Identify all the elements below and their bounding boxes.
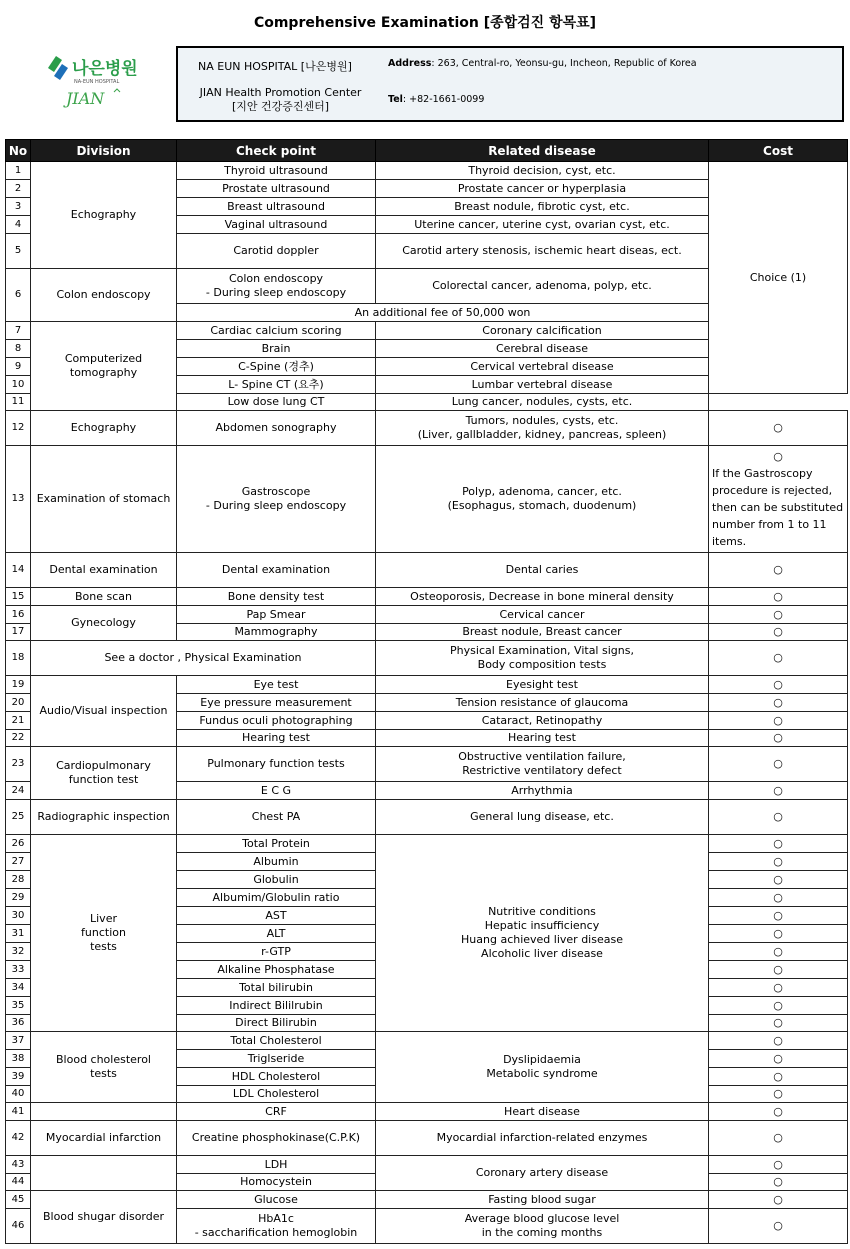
table-cell: Lung cancer, nodules, cysts, etc. [376, 394, 709, 411]
table-cell: 41 [6, 1103, 31, 1121]
table-row [6, 676, 848, 694]
table-cell: Uterine cancer, uterine cyst, ovarian cyst, etc. [376, 216, 709, 234]
table-cell: Echography [31, 411, 177, 446]
table-cell: ○ [709, 1191, 848, 1209]
table-cell: Fasting blood sugar [376, 1191, 709, 1209]
table-cell: C-Spine (경추) [177, 358, 376, 376]
table-cell: Hearing test [177, 730, 376, 747]
table-cell: CRF [177, 1103, 376, 1121]
table-cell: ○ [709, 853, 848, 871]
svg-text:나은병원: 나은병원 [72, 59, 138, 79]
table-cell: Dental caries [376, 553, 709, 588]
table-cell: ○ [709, 641, 848, 676]
table-cell: ○ [709, 1209, 848, 1244]
table-cell: ○ [709, 907, 848, 925]
table-cell: Globulin [177, 871, 376, 889]
table-cell: 37 [6, 1032, 31, 1050]
table-cell: Glucose [177, 1191, 376, 1209]
table-cell: Breast ultrasound [177, 198, 376, 216]
table-cell: ○ [709, 871, 848, 889]
table-cell: 25 [6, 800, 31, 835]
table-cell: ○ [709, 1032, 848, 1050]
table-cell: Radiographic inspection [31, 800, 177, 835]
table-cell: Prostate cancer or hyperplasia [376, 180, 709, 198]
table-cell: ○ [709, 979, 848, 997]
table-cell: 12 [6, 411, 31, 446]
col-check-point: Check point [177, 140, 376, 162]
additional-fee: An additional fee of 50,000 won [177, 304, 709, 322]
table-cell: 6 [6, 269, 31, 322]
promotion-center: JIAN Health Promotion Center [지안 건강증진센터] [199, 86, 362, 113]
table-cell: ○ [709, 694, 848, 712]
table-cell: ○ [709, 1174, 848, 1191]
table-cell: 44 [6, 1174, 31, 1191]
table-cell: Cervical cancer [376, 606, 709, 624]
table-cell: Myocardial infarction-related enzymes [376, 1121, 709, 1156]
table-cell: 4 [6, 216, 31, 234]
table-row [6, 411, 848, 446]
table-cell: Coronary calcification [376, 322, 709, 340]
hospital-info-box [176, 46, 844, 122]
table-cell: Brain [177, 340, 376, 358]
table-cell: 43 [6, 1156, 31, 1174]
table-cell: Vaginal ultrasound [177, 216, 376, 234]
table-cell: Coronary artery disease [376, 1156, 709, 1191]
hospital-logo [42, 50, 154, 110]
table-cell: 2 [6, 180, 31, 198]
table-cell: r-GTP [177, 943, 376, 961]
gastro-note: If the Gastroscopy procedure is rejected, then can be substituted number from 1 to 11 items. [712, 467, 844, 548]
table-cell: 11 [6, 394, 31, 411]
table-row [6, 1191, 848, 1209]
table-cell: Osteoporosis, Decrease in bone mineral density [376, 588, 709, 606]
table-cell: Myocardial infarction [31, 1121, 177, 1156]
table-cell: Polyp, adenoma, cancer, etc. (Esophagus, stomach, duodenum) [376, 446, 709, 553]
table-cell: Albumin [177, 853, 376, 871]
table-cell: Total Protein [177, 835, 376, 853]
table-cell: 39 [6, 1068, 31, 1086]
table-cell: ○ [709, 588, 848, 606]
table-cell: ○ [709, 961, 848, 979]
table-cell: 35 [6, 997, 31, 1015]
table-cell: Blood cholesterol tests [31, 1032, 177, 1103]
table-cell: ○ [709, 997, 848, 1015]
table-cell [31, 1156, 177, 1191]
table-cell: ○ [709, 676, 848, 694]
table-cell: ○ [709, 712, 848, 730]
table-cell: 19 [6, 676, 31, 694]
cost-choice: Choice (1) [709, 162, 848, 394]
table-cell: ○ If the Gastroscopy procedure is rejected, then can be substituted number from 1 to 11 items. [709, 446, 848, 553]
telephone-line: Tel: +82-1661-0099 [388, 94, 485, 105]
table-cell: 45 [6, 1191, 31, 1209]
table-cell: Abdomen sonography [177, 411, 376, 446]
table-cell: ○ [709, 1103, 848, 1121]
table-cell: Cerebral disease [376, 340, 709, 358]
table-cell: Thyroid ultrasound [177, 162, 376, 180]
table-cell: Heart disease [376, 1103, 709, 1121]
table-row [6, 1121, 848, 1156]
table-cell: ○ [709, 624, 848, 641]
table-cell: ○ [709, 1121, 848, 1156]
table-cell: ○ [709, 730, 848, 747]
table-cell: Direct Bilirubin [177, 1015, 376, 1032]
table-cell: See a doctor , Physical Examination [31, 641, 376, 676]
table-cell: Gastroscope - During sleep endoscopy [177, 446, 376, 553]
table-cell: Liver function tests [31, 835, 177, 1032]
table-cell: Carotid doppler [177, 234, 376, 269]
table-cell: Colon endoscopy [31, 269, 177, 322]
table-cell: Fundus oculi photographing [177, 712, 376, 730]
table-cell: Tumors, nodules, cysts, etc. (Liver, gallbladder, kidney, pancreas, spleen) [376, 411, 709, 446]
table-cell: Eye test [177, 676, 376, 694]
table-cell: 17 [6, 624, 31, 641]
table-cell: ○ [709, 411, 848, 446]
table-cell: Cardiopulmonary function test [31, 747, 177, 800]
table-cell: ○ [709, 925, 848, 943]
table-cell: Alkaline Phosphatase [177, 961, 376, 979]
table-row [6, 162, 848, 180]
table-cell: 42 [6, 1121, 31, 1156]
table-cell: Arrhythmia [376, 782, 709, 800]
table-cell: ALT [177, 925, 376, 943]
table-cell: 20 [6, 694, 31, 712]
table-cell: 23 [6, 747, 31, 782]
table-cell: Obstructive ventilation failure, Restrictive ventilatory defect [376, 747, 709, 782]
table-cell: Homocystein [177, 1174, 376, 1191]
table-cell: ○ [709, 553, 848, 588]
table-cell: Colorectal cancer, adenoma, polyp, etc. [376, 269, 709, 304]
table-cell: Tension resistance of glaucoma [376, 694, 709, 712]
table-cell: Blood shugar disorder [31, 1191, 177, 1244]
table-cell: Audio/Visual inspection [31, 676, 177, 747]
table-row [6, 835, 848, 853]
table-cell: L- Spine CT (요추) [177, 376, 376, 394]
table-cell: Low dose lung CT [177, 394, 376, 411]
table-row [6, 641, 848, 676]
table-cell: AST [177, 907, 376, 925]
table-cell: Bone scan [31, 588, 177, 606]
table-cell: 29 [6, 889, 31, 907]
table-cell: Dental examination [31, 553, 177, 588]
table-cell: Hearing test [376, 730, 709, 747]
table-row [6, 800, 848, 835]
table-cell: 27 [6, 853, 31, 871]
svg-text:JIAN: JIAN [66, 89, 105, 108]
page-title: Comprehensive Examination [종합검진 항목표] [253, 15, 597, 31]
table-row [6, 553, 848, 588]
table-cell: Gynecology [31, 606, 177, 641]
table-cell: Nutritive conditions Hepatic insufficiency Huang achieved liver disease Alcoholic liver disease [376, 835, 709, 1032]
table-cell: LDH [177, 1156, 376, 1174]
table-cell: Dental examination [177, 553, 376, 588]
table-cell: ○ [709, 1068, 848, 1086]
table-cell: Pap Smear [177, 606, 376, 624]
table-cell: 21 [6, 712, 31, 730]
table-cell: Carotid artery stenosis, ischemic heart diseas, ect. [376, 234, 709, 269]
table-cell: Pulmonary function tests [177, 747, 376, 782]
table-cell: Creatine phosphokinase(C.P.K) [177, 1121, 376, 1156]
logo-mark-icon [48, 56, 68, 80]
table-cell: ○ [709, 800, 848, 835]
table-cell: 24 [6, 782, 31, 800]
table-cell: Average blood glucose level in the coming months [376, 1209, 709, 1244]
table-cell: 18 [6, 641, 31, 676]
table-cell: 9 [6, 358, 31, 376]
table-cell: Breast nodule, Breast cancer [376, 624, 709, 641]
table-cell: 32 [6, 943, 31, 961]
table-cell: 7 [6, 322, 31, 340]
address-line: Address: 263, Central-ro, Yeonsu-gu, Incheon, Republic of Korea [388, 58, 697, 69]
table-cell: 40 [6, 1086, 31, 1103]
table-cell: 5 [6, 234, 31, 269]
table-cell: ○ [709, 889, 848, 907]
table-cell: Cervical vertebral disease [376, 358, 709, 376]
table-cell: Prostate ultrasound [177, 180, 376, 198]
table-cell: Lumbar vertebral disease [376, 376, 709, 394]
table-row [6, 588, 848, 606]
table-cell: LDL Cholesterol [177, 1086, 376, 1103]
table-cell: 34 [6, 979, 31, 997]
table-cell: 10 [6, 376, 31, 394]
table-cell: ○ [709, 782, 848, 800]
table-header-row [6, 140, 848, 162]
table-cell: Physical Examination, Vital signs, Body composition tests [376, 641, 709, 676]
table-cell: ○ [709, 835, 848, 853]
col-related-disease: Related disease [376, 140, 709, 162]
table-row [6, 1103, 848, 1121]
table-row [6, 446, 848, 553]
table-cell: Albumim/Globulin ratio [177, 889, 376, 907]
table-cell: ○ [709, 1015, 848, 1032]
hospital-name: NA EUN HOSPITAL [나은병원] [198, 60, 352, 73]
table-cell: Chest PA [177, 800, 376, 835]
table-cell: ○ [709, 1156, 848, 1174]
table-cell: E C G [177, 782, 376, 800]
table-cell: HbA1c - saccharification hemoglobin [177, 1209, 376, 1244]
table-cell: Colon endoscopy - During sleep endoscopy [177, 269, 376, 304]
table-cell: Breast nodule, fibrotic cyst, etc. [376, 198, 709, 216]
table-cell: 33 [6, 961, 31, 979]
table-cell: Triglseride [177, 1050, 376, 1068]
table-cell: 16 [6, 606, 31, 624]
table-cell: 14 [6, 553, 31, 588]
table-cell: General lung disease, etc. [376, 800, 709, 835]
table-cell: 22 [6, 730, 31, 747]
table-cell: 8 [6, 340, 31, 358]
table-cell: ○ [709, 1086, 848, 1103]
svg-text:NA-EUN HOSPITAL: NA-EUN HOSPITAL [74, 79, 120, 85]
col-no: No [6, 140, 31, 162]
table-cell: Thyroid decision, cyst, etc. [376, 162, 709, 180]
table-cell: 30 [6, 907, 31, 925]
table-cell: ○ [709, 1050, 848, 1068]
table-cell: Examination of stomach [31, 446, 177, 553]
table-cell: Total bilirubin [177, 979, 376, 997]
table-row [6, 747, 848, 782]
table-cell: 13 [6, 446, 31, 553]
table-cell: ○ [709, 606, 848, 624]
table-cell: Computerized tomography [31, 322, 177, 411]
col-cost: Cost [709, 140, 848, 162]
table-cell: Dyslipidaemia Metabolic syndrome [376, 1032, 709, 1103]
table-cell: 38 [6, 1050, 31, 1068]
table-row [6, 606, 848, 624]
table-cell: 46 [6, 1209, 31, 1244]
table-cell: Eyesight test [376, 676, 709, 694]
table-cell: 31 [6, 925, 31, 943]
table-cell: 36 [6, 1015, 31, 1032]
table-cell: 3 [6, 198, 31, 216]
examination-table [5, 139, 848, 1244]
table-cell: 15 [6, 588, 31, 606]
table-cell: 26 [6, 835, 31, 853]
table-cell: HDL Cholesterol [177, 1068, 376, 1086]
table-cell: Echography [31, 162, 177, 269]
table-cell: Cataract, Retinopathy [376, 712, 709, 730]
table-cell: ○ [709, 943, 848, 961]
table-cell: ○ [709, 747, 848, 782]
table-cell: Eye pressure measurement [177, 694, 376, 712]
table-cell [31, 1103, 177, 1121]
table-cell: Indirect Bililrubin [177, 997, 376, 1015]
table-cell: 1 [6, 162, 31, 180]
table-cell: Cardiac calcium scoring [177, 322, 376, 340]
table-cell: Bone density test [177, 588, 376, 606]
table-cell: Mammography [177, 624, 376, 641]
table-cell: 28 [6, 871, 31, 889]
table-cell: Total Cholesterol [177, 1032, 376, 1050]
col-division: Division [31, 140, 177, 162]
table-row [6, 1156, 848, 1174]
table-row [6, 1032, 848, 1050]
